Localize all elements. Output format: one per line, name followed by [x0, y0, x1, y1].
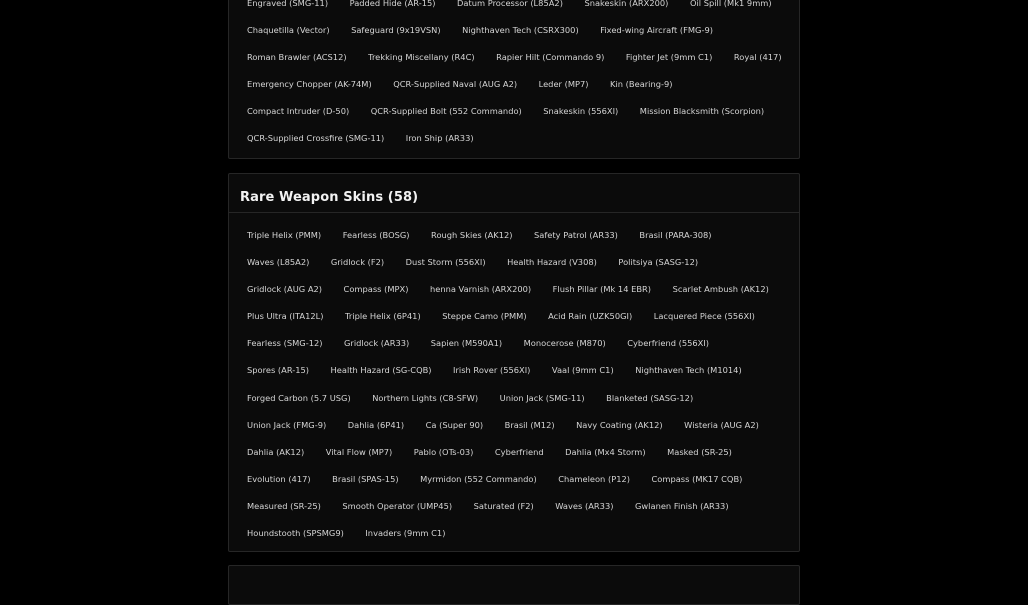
skin-item[interactable]: Irish Rover (556XI) — [453, 365, 531, 376]
skin-item[interactable]: Nighthaven Tech (M1014) — [635, 365, 742, 376]
skin-item[interactable]: Dahlia (Mx4 Storm) — [565, 446, 646, 457]
skin-item[interactable]: Gridlock (AR33) — [344, 338, 410, 349]
skin-item[interactable]: Cyberfriend — [494, 446, 544, 457]
skin-item[interactable]: Chaquetilla (Vector) — [247, 25, 330, 36]
skin-item[interactable]: Plus Ultra (ITA12L) — [247, 311, 324, 322]
skin-item[interactable]: Ca (Super 90) — [425, 419, 484, 430]
skin-item[interactable]: Fighter Jet (9mm C1) — [625, 52, 713, 63]
skin-item[interactable]: Cyberfriend (556XI) — [627, 338, 710, 349]
skin-item[interactable]: Health Hazard (SG-CQB) — [330, 365, 432, 376]
skin-item[interactable]: Compass (MK17 CQB) — [651, 473, 743, 484]
skin-item[interactable]: Emergency Chopper (AK-74M) — [247, 79, 372, 90]
skin-item[interactable]: Blanketed (SASG-12) — [606, 392, 694, 403]
skin-item[interactable]: Forged Carbon (5.7 USG) — [247, 392, 351, 403]
skin-item[interactable]: Snakeskin (ARX200) — [584, 0, 669, 8]
skin-item[interactable]: QCR-Supplied Crossfire (SMG-11) — [247, 133, 385, 144]
skin-item[interactable]: Royal (417) — [733, 52, 782, 63]
skin-item[interactable]: Oil Spill (Mk1 9mm) — [689, 0, 772, 8]
skins-panel-previous — [228, 0, 800, 159]
skin-item[interactable]: Triple Helix (PMM) — [247, 230, 322, 240]
skin-item[interactable]: Steppe Camo (PMM) — [442, 311, 527, 322]
skin-item[interactable]: Gridlock (F2) — [330, 257, 385, 268]
skin-item[interactable]: Snakeskin (556XI) — [543, 106, 619, 117]
skin-item[interactable]: Fearless (SMG-12) — [247, 338, 323, 349]
skin-item[interactable]: Padded Hide (AR-15) — [349, 0, 436, 8]
skin-item[interactable]: Vital Flow (MP7) — [325, 446, 393, 457]
skin-item[interactable]: Safety Patrol (AR33) — [534, 230, 618, 240]
skins-panel-next — [228, 565, 800, 605]
skin-item[interactable]: Mission Blacksmith (Scorpion) — [639, 106, 765, 117]
skin-item[interactable]: Masked (SR-25) — [667, 446, 732, 457]
section-title: Rare Weapon Skins (58) — [240, 190, 419, 205]
skin-item[interactable]: Nighthaven Tech (CSRX300) — [462, 25, 579, 36]
skin-item[interactable]: Northern Lights (C8-SFW) — [372, 392, 479, 403]
skin-item[interactable]: Myrmidon (552 Commando) — [420, 473, 537, 484]
skin-item[interactable]: Dahlia (AK12) — [247, 446, 305, 457]
skin-item[interactable]: Brasil (M12) — [504, 419, 555, 430]
skin-item[interactable]: Houndstooth (SPSMG9) — [247, 528, 344, 539]
panel-header — [229, 174, 799, 213]
skin-item[interactable]: Sapien (M590A1) — [430, 338, 503, 349]
skin-item[interactable]: Monocerose (M870) — [523, 338, 606, 349]
skin-item[interactable]: Brasil (PARA-308) — [639, 230, 712, 240]
skin-item[interactable]: Gridlock (AUG A2) — [247, 284, 323, 295]
skin-list — [229, 213, 799, 547]
skin-item[interactable]: Fearless (BOSG) — [342, 230, 410, 240]
skin-item[interactable]: Lacquered Piece (556XI) — [653, 311, 755, 322]
skin-item[interactable]: Compact Intruder (D-50) — [247, 106, 350, 117]
skin-item[interactable]: Union Jack (FMG-9) — [247, 419, 327, 430]
skin-item[interactable]: Rough Skies (AK12) — [431, 230, 513, 240]
skin-item[interactable]: Pablo (OTs-03) — [413, 446, 474, 457]
skin-item[interactable]: Datum Processor (L85A2) — [457, 0, 563, 8]
skin-item[interactable]: Smooth Operator (UMP45) — [342, 500, 453, 511]
skin-item[interactable]: Vaal (9mm C1) — [551, 365, 614, 376]
skin-item[interactable]: Fixed-wing Aircraft (FMG-9) — [600, 25, 713, 36]
skin-item[interactable]: Leder (MP7) — [538, 79, 589, 90]
skin-item[interactable]: Health Hazard (V308) — [507, 257, 597, 268]
skin-item[interactable]: Evolution (417) — [247, 473, 311, 484]
skin-item[interactable]: Flush Pillar (Mk 14 EBR) — [552, 284, 652, 295]
skin-item[interactable]: QCR-Supplied Bolt (552 Commando) — [370, 106, 522, 117]
skin-item[interactable]: Kin (Bearing-9) — [610, 79, 673, 90]
skin-item[interactable]: Gwlanen Finish (AR33) — [634, 500, 729, 511]
skin-item[interactable]: Measured (SR-25) — [247, 500, 321, 511]
skin-item[interactable]: Spores (AR-15) — [247, 365, 310, 376]
skin-item[interactable]: Waves (AR33) — [555, 500, 614, 511]
skin-item[interactable]: Wisteria (AUG A2) — [684, 419, 759, 430]
skin-item[interactable]: Iron Ship (AR33) — [405, 133, 474, 144]
skin-item[interactable]: QCR-Supplied Naval (AUG A2) — [393, 79, 518, 90]
skin-item[interactable]: Dahlia (6P41) — [347, 419, 405, 430]
skin-item[interactable]: Trekking Miscellany (R4C) — [368, 52, 475, 63]
skin-item[interactable]: Saturated (F2) — [473, 500, 534, 511]
skin-item[interactable]: Compass (MPX) — [343, 284, 409, 295]
skin-item[interactable]: Acid Rain (UZK50GI) — [548, 311, 633, 322]
skin-item[interactable]: Politsiya (SASG-12) — [618, 257, 699, 268]
skin-item[interactable]: Waves (L85A2) — [247, 257, 310, 268]
skin-item[interactable]: Brasil (SPAS-15) — [332, 473, 399, 484]
skin-item[interactable]: Union Jack (SMG-11) — [499, 392, 585, 403]
skin-item[interactable]: Engraved (SMG-11) — [247, 0, 329, 8]
skin-item[interactable]: Scarlet Ambush (AK12) — [672, 284, 769, 295]
rare-weapon-skins-panel — [228, 173, 800, 552]
skin-item[interactable]: Invaders (9mm C1) — [365, 528, 446, 539]
skin-item[interactable]: Chameleon (P12) — [558, 473, 630, 484]
skin-item[interactable]: Roman Brawler (ACS12) — [247, 52, 347, 63]
skin-item[interactable]: henna Varnish (ARX200) — [429, 284, 532, 295]
skin-list — [229, 0, 799, 153]
skin-item[interactable]: Triple Helix (6P41) — [345, 311, 421, 322]
skin-item[interactable]: Safeguard (9x19VSN) — [351, 25, 441, 36]
skin-item[interactable]: Navy Coating (AK12) — [576, 419, 663, 430]
skin-item[interactable]: Rapier Hilt (Commando 9) — [496, 52, 605, 63]
skin-item[interactable]: Dust Storm (556XI) — [405, 257, 486, 268]
